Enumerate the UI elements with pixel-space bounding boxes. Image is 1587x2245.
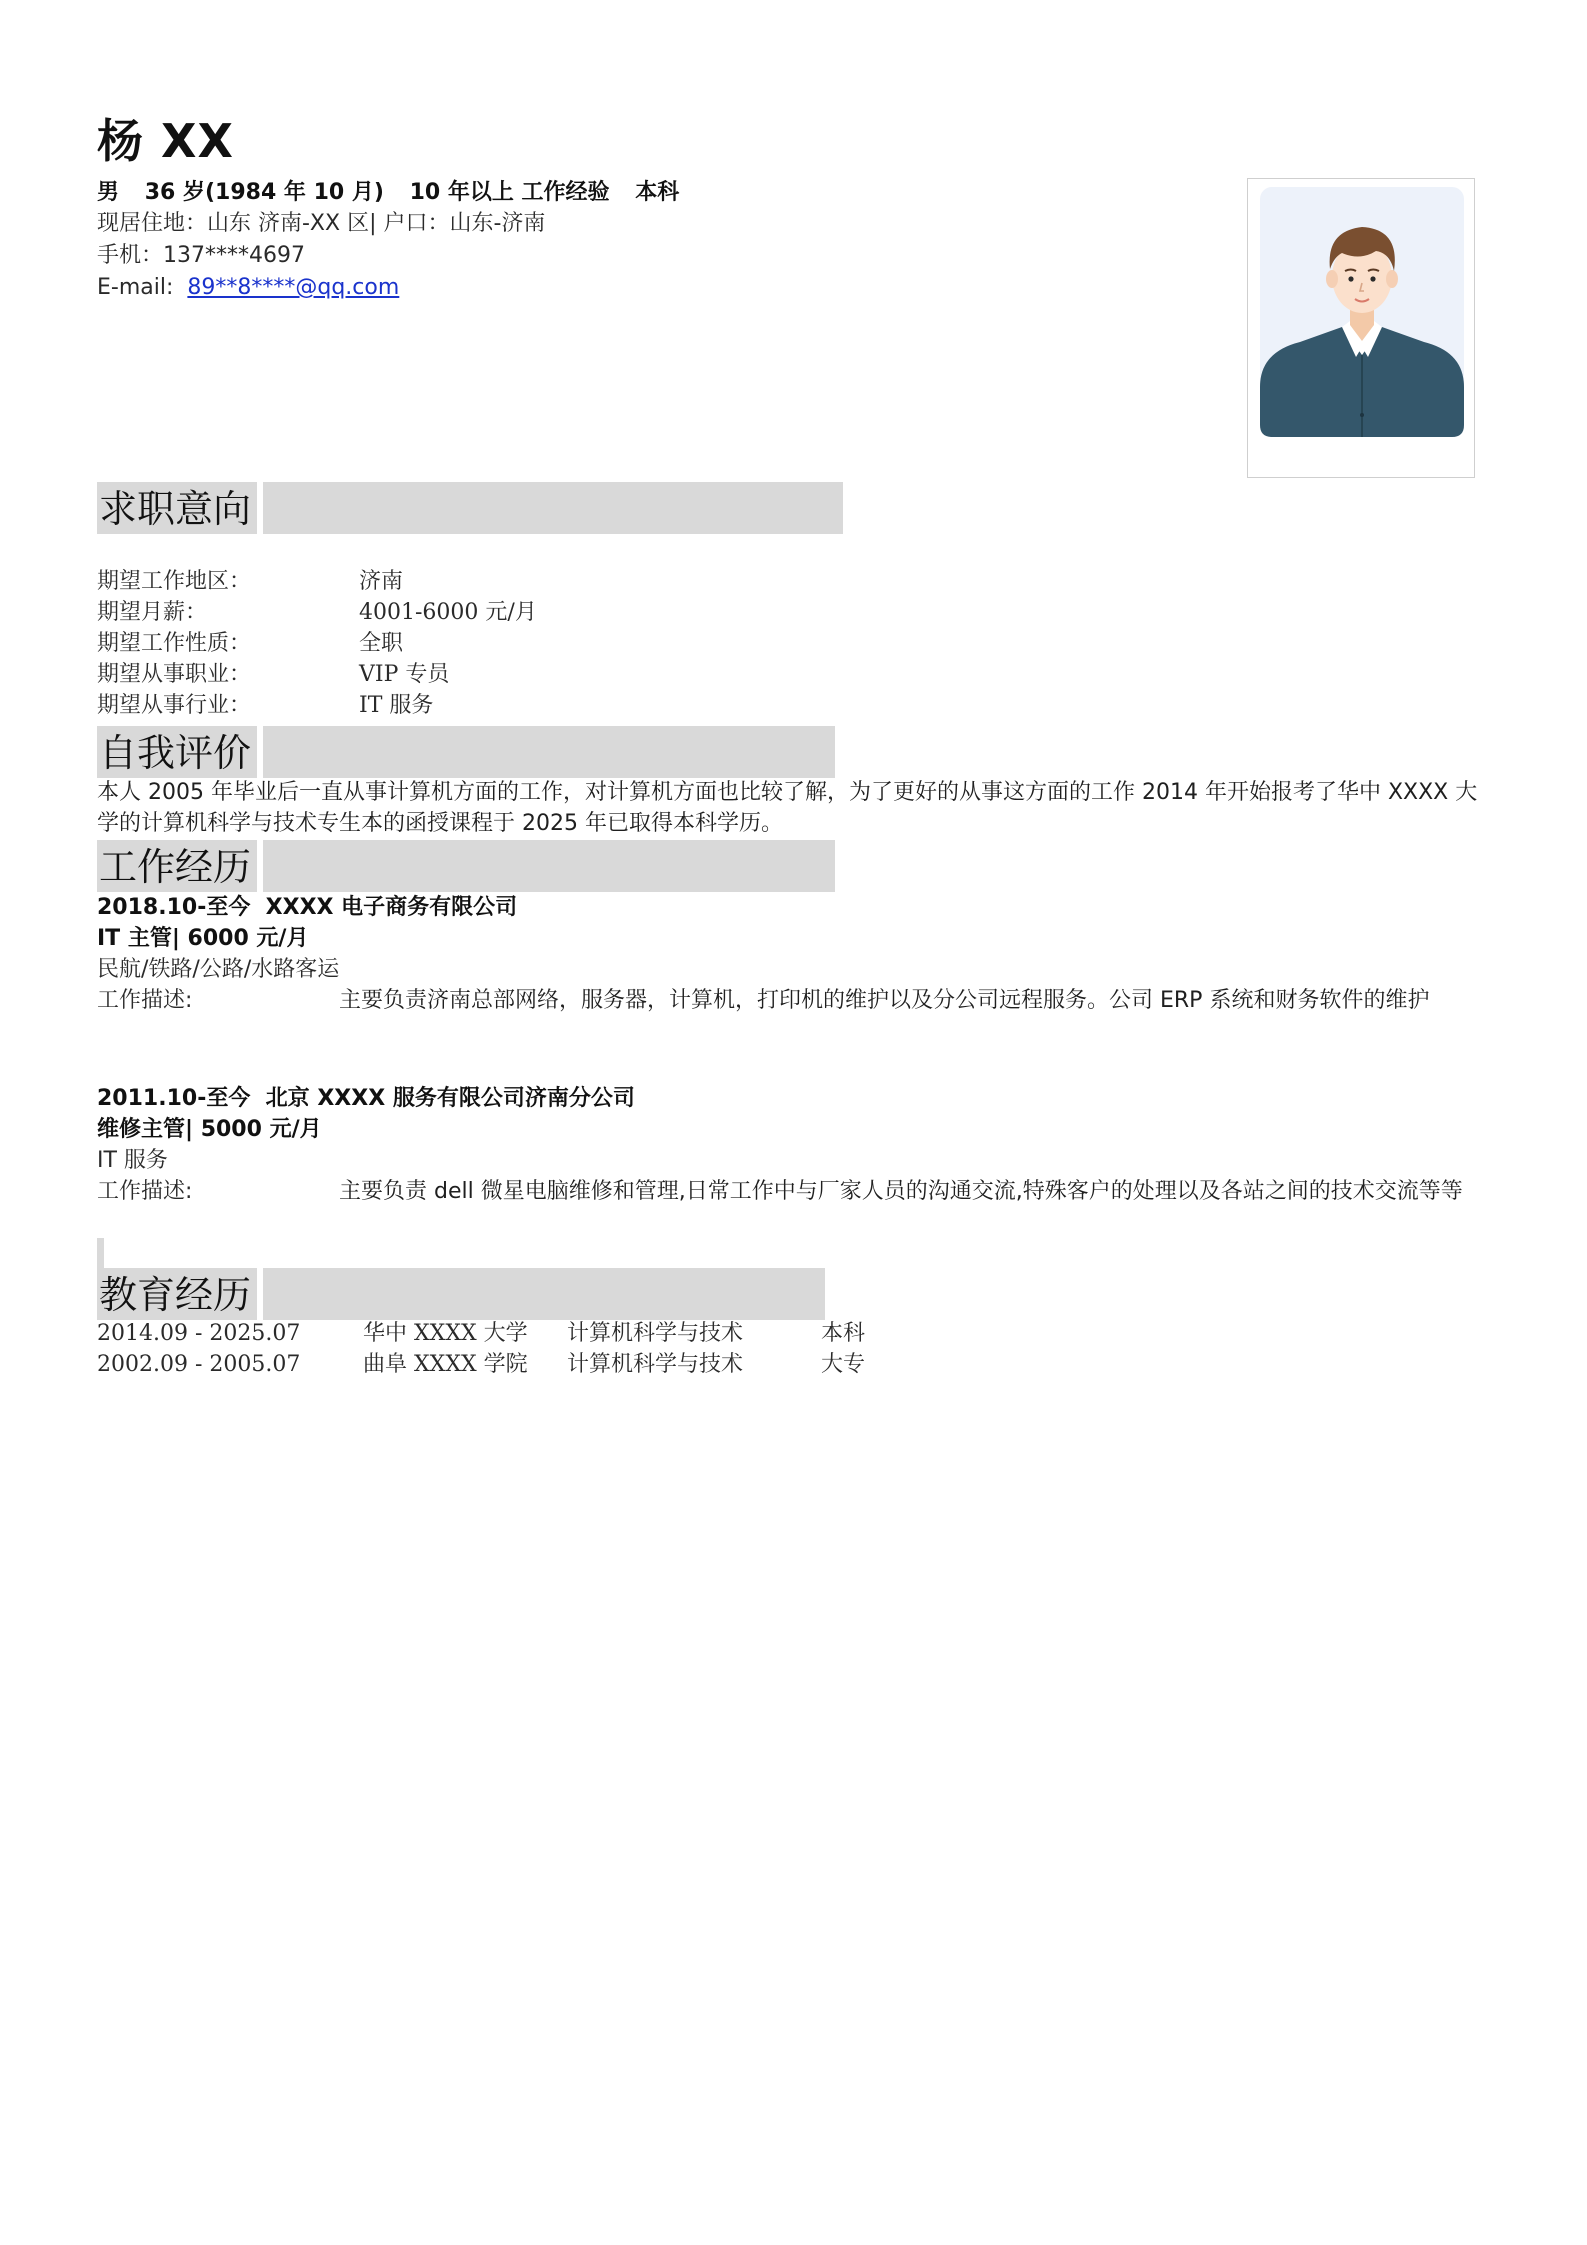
job-industry: IT 服务 bbox=[97, 1148, 168, 1173]
age: 36 岁(1984 年 10 月) bbox=[144, 180, 384, 205]
profile-summary bbox=[97, 178, 697, 208]
job-period: 2011.10-至今 bbox=[97, 1086, 251, 1111]
edu-period: 2014.09 - 2025.07 bbox=[97, 1321, 301, 1346]
profile-photo bbox=[1247, 178, 1475, 478]
edu-degree: 大专 bbox=[821, 1352, 866, 1377]
person-avatar-icon bbox=[1260, 187, 1464, 437]
gender: 男 bbox=[97, 180, 120, 205]
job-header bbox=[97, 1083, 635, 1114]
degree: 本科 bbox=[635, 180, 680, 205]
edu-degree: 本科 bbox=[821, 1321, 866, 1346]
section-title-education: 教育经历 bbox=[99, 1273, 252, 1317]
intent-key: 期望从事职业： bbox=[97, 662, 252, 687]
edu-major: 计算机科学与技术 bbox=[567, 1321, 744, 1346]
phone-number: 手机：137****4697 bbox=[97, 243, 305, 268]
job-desc-label: 工作描述: bbox=[97, 1179, 193, 1204]
section-title-intent: 求职意向 bbox=[99, 487, 252, 531]
edu-school: 华中 XXXX 大学 bbox=[363, 1321, 528, 1346]
experience-years: 10 年以上 工作经验 bbox=[409, 180, 610, 205]
section-title-self-evaluation: 自我评价 bbox=[99, 731, 252, 775]
job-company: 北京 XXXX 服务有限公司济南分公司 bbox=[265, 1086, 635, 1111]
intent-key: 期望工作性质： bbox=[97, 631, 252, 656]
intent-value: VIP 专员 bbox=[359, 662, 450, 687]
edu-major: 计算机科学与技术 bbox=[567, 1352, 744, 1377]
intent-value: 济南 bbox=[359, 569, 404, 594]
edu-school: 曲阜 XXXX 学院 bbox=[363, 1352, 528, 1377]
job-desc-label: 工作描述: bbox=[97, 988, 193, 1013]
section-divider-stub bbox=[97, 1238, 104, 1268]
job-company: XXXX 电子商务有限公司 bbox=[265, 895, 518, 920]
job-position: IT 主管| 6000 元/月 bbox=[97, 926, 309, 951]
residence-info: 现居住地：山东 济南-XX 区| 户口：山东-济南 bbox=[97, 211, 546, 236]
job-position: 维修主管| 5000 元/月 bbox=[97, 1117, 322, 1142]
intent-key: 期望月薪： bbox=[97, 600, 208, 625]
email-link[interactable]: 89**8****@qq.com bbox=[187, 275, 400, 300]
job-header bbox=[97, 892, 517, 923]
intent-value: 4001-6000 元/月 bbox=[359, 600, 537, 625]
intent-value: IT 服务 bbox=[359, 693, 434, 718]
candidate-name: 杨 XX bbox=[97, 114, 234, 168]
intent-key: 期望工作地区： bbox=[97, 569, 252, 594]
job-period: 2018.10-至今 bbox=[97, 895, 251, 920]
intent-value: 全职 bbox=[359, 631, 404, 656]
intent-key: 期望从事行业： bbox=[97, 693, 252, 718]
edu-period: 2002.09 - 2005.07 bbox=[97, 1352, 301, 1377]
section-title-work: 工作经历 bbox=[99, 845, 252, 889]
job-description: 主要负责 dell 微星电脑维修和管理,日常工作中与厂家人员的沟通交流,特殊客户的处理以及各站之间的技术交流等等 bbox=[339, 1179, 1463, 1204]
job-industry: 民航/铁路/公路/水路客运 bbox=[97, 957, 340, 982]
email-row bbox=[97, 273, 399, 303]
email-label: E-mail: bbox=[97, 275, 174, 300]
self-evaluation-text: 本人 2005 年毕业后一直从事计算机方面的工作，对计算机方面也比较了解，为了更好的从事这方面的工作 2014 年开始报考了华中 XXXX 大学的计算机科学与技术专生本的函授课程于 2025 年已取得本科学历。 bbox=[97, 780, 1478, 836]
job-description: 主要负责济南总部网络，服务器，计算机，打印机的维护以及分公司远程服务。公司 ERP 系统和财务软件的维护 bbox=[339, 988, 1430, 1013]
resume-page bbox=[97, 0, 1497, 2245]
